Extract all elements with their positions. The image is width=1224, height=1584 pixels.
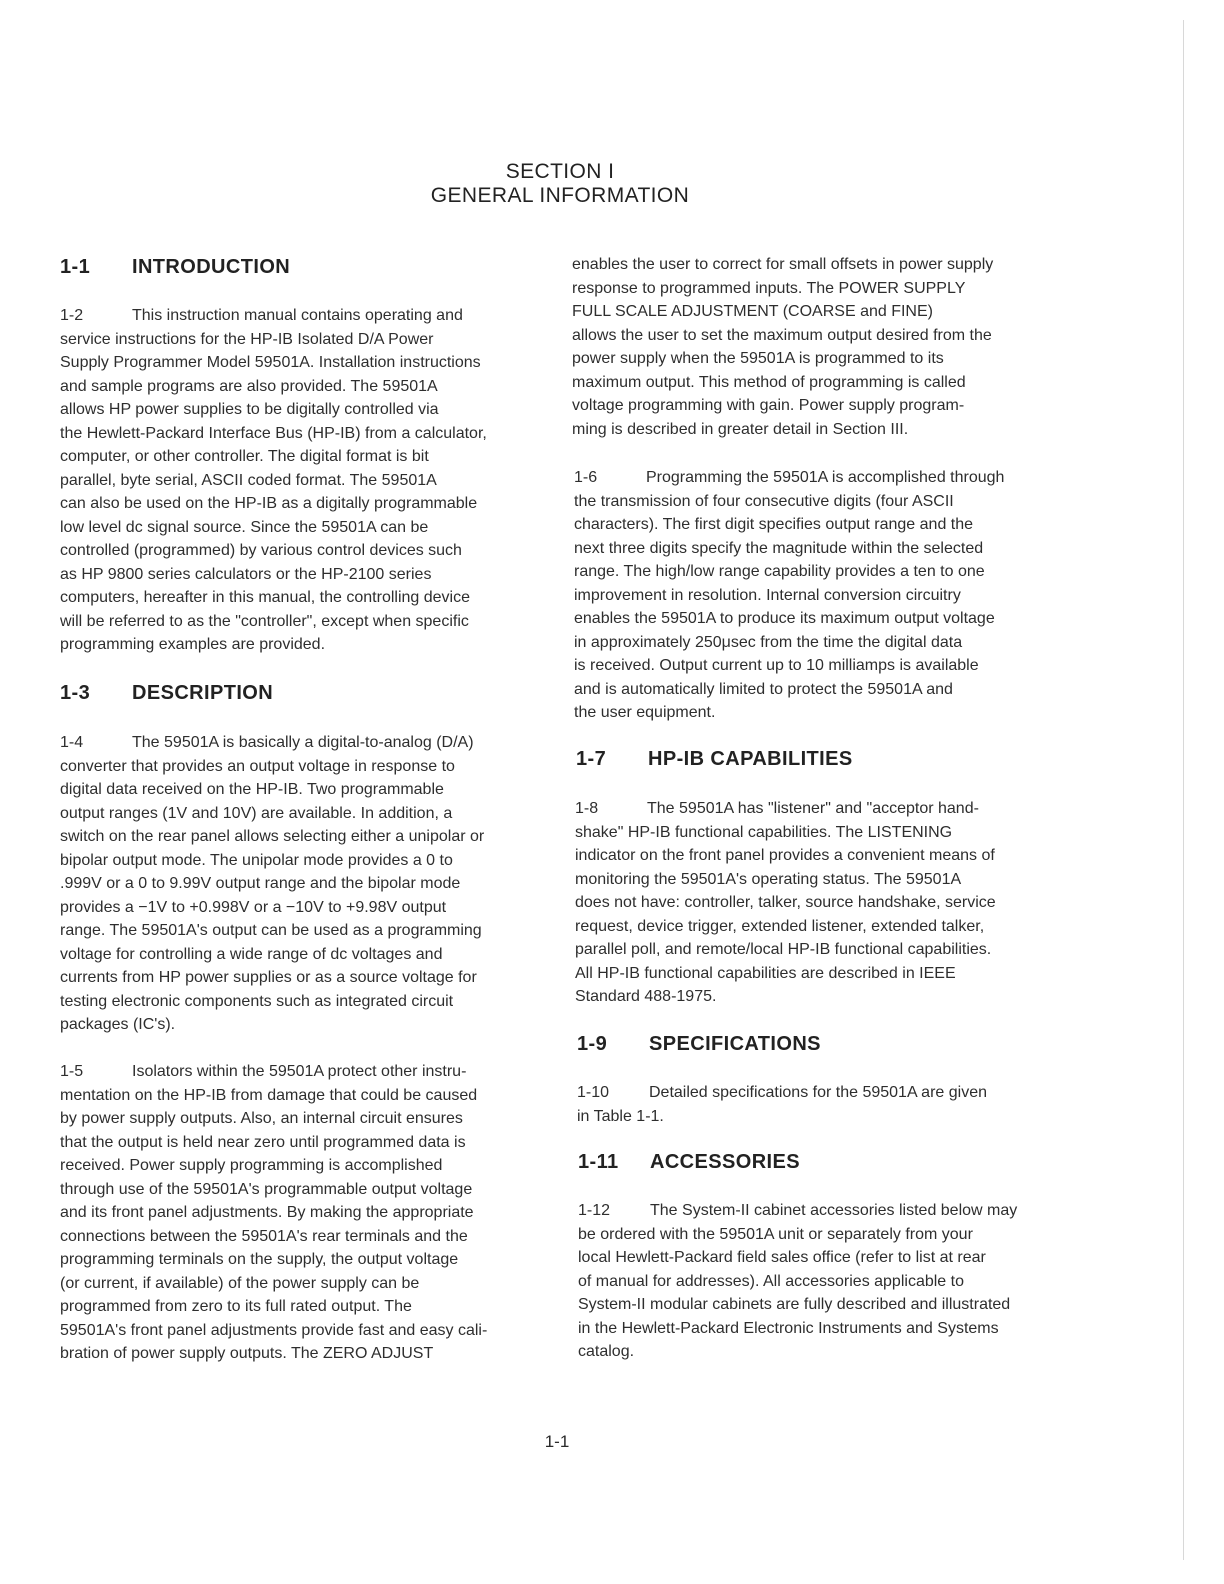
paragraph-1-8 <box>575 797 996 1009</box>
paragraph-text: response to programmed inputs. The POWER SUPPLY <box>572 279 966 297</box>
paragraph-text: allows HP power supplies to be digitally controlled via <box>60 401 439 418</box>
paragraph-text: Standard 488-1975. <box>575 988 717 1005</box>
paragraph-text: ming is described in greater detail in Section III. <box>572 420 909 438</box>
paragraph-text: does not have: controller, talker, source handshake, service <box>575 894 996 911</box>
paragraph-text: maximum output. This method of programming is called <box>572 373 966 391</box>
paragraph-line <box>574 560 1004 584</box>
paragraph-line <box>60 351 487 375</box>
paragraph-line <box>578 1340 1017 1364</box>
paragraph-text: 59501A's front panel adjustments provide fast and easy cali- <box>60 1321 488 1339</box>
paragraph-number: 1-2 <box>60 307 84 324</box>
paragraph-line <box>578 1199 1017 1223</box>
paragraph-text: Programming the 59501A is accomplished through <box>646 469 1005 486</box>
paragraph-line <box>60 1342 487 1366</box>
paragraph-line <box>575 821 996 845</box>
paragraph-text: will be referred to as the "controller", except when specific <box>60 612 469 630</box>
paragraph-text: The System-II cabinet accessories listed below may <box>650 1202 1018 1219</box>
paragraph-text: enables the 59501A to produce its maximum output voltage <box>574 610 995 627</box>
paragraph-text: range. The 59501A's output can be used as a programming <box>60 922 482 939</box>
paragraph-1-2 <box>60 304 487 657</box>
heading-number: 1-11 <box>578 1151 619 1173</box>
paragraph-line <box>60 919 484 943</box>
paragraph-text: and sample programs are also provided. The 59501A <box>60 377 438 395</box>
paragraph-line <box>60 586 487 610</box>
paragraph-line <box>60 398 487 422</box>
heading-text: INTRODUCTION <box>132 256 291 278</box>
paragraph-text: low level dc signal source. Since the 59501A can be <box>60 518 429 536</box>
paragraph-text: the Hewlett-Packard Interface Bus (HP-IB) from a calculator, <box>60 424 487 442</box>
paragraph-number: 1-6 <box>574 469 598 486</box>
paragraph-line <box>60 492 487 516</box>
paragraph-text: mentation on the HP-IB from damage that could be caused <box>60 1086 478 1104</box>
paragraph-text: allows the user to set the maximum output desired from the <box>572 326 992 344</box>
paragraph-text: in Table 1-1. <box>577 1107 664 1125</box>
paragraph-text: programmed from zero to its full rated output. The <box>60 1298 412 1315</box>
paragraph-line <box>572 347 993 371</box>
paragraph-line <box>60 731 484 755</box>
paragraph-1-5-continued <box>572 253 993 441</box>
paragraph-line <box>578 1293 1017 1317</box>
paragraph-line <box>60 1178 487 1202</box>
paragraph-text: (or current, if available) of the power supply can be <box>60 1274 420 1292</box>
paragraph-text: The 59501A has "listener" and "acceptor hand- <box>647 800 979 817</box>
paragraph-line <box>574 678 1004 702</box>
paragraph-text: is received. Output current up to 10 milliamps is available <box>574 657 979 674</box>
paragraph-number: 1-4 <box>60 734 84 751</box>
paragraph-line <box>578 1270 1017 1294</box>
paragraph-text: power supply when the 59501A is programmed to its <box>572 350 944 367</box>
heading-hp-ib-capabilities <box>576 748 853 771</box>
paragraph-line <box>575 985 996 1009</box>
paragraph-text: computer, or other controller. The digital format is bit <box>60 448 429 465</box>
paragraph-text: monitoring the 59501A's operating status. The 59501A <box>575 870 962 888</box>
paragraph-line <box>574 490 1004 514</box>
heading-number: 1-3 <box>60 682 91 704</box>
paragraph-text: FULL SCALE ADJUSTMENT (COARSE and FINE) <box>572 303 933 320</box>
paragraph-line <box>60 896 484 920</box>
paragraph-text: All HP-IB functional capabilities are described in IEEE <box>575 964 956 982</box>
paragraph-text: can also be used on the HP-IB as a digitally programmable <box>60 495 478 512</box>
paragraph-line <box>577 1081 987 1105</box>
paragraph-line <box>572 418 993 442</box>
paragraph-text: Detailed specifications for the 59501A are given <box>649 1084 987 1101</box>
paragraph-line <box>60 539 487 563</box>
paragraph-text: computers, hereafter in this manual, the controlling device <box>60 589 470 606</box>
paragraph-text: by power supply outputs. Also, an internal circuit ensures <box>60 1110 463 1127</box>
paragraph-line <box>572 300 993 324</box>
paragraph-line <box>578 1223 1017 1247</box>
paragraph-text: and is automatically limited to protect the 59501A and <box>574 680 953 698</box>
paragraph-1-4 <box>60 731 484 1037</box>
paragraph-text: catalog. <box>578 1343 635 1360</box>
paragraph-text: The 59501A is basically a digital-to-analog (D/A) <box>132 734 474 751</box>
paragraph-number: 1-8 <box>575 800 599 817</box>
paragraph-line <box>60 375 487 399</box>
heading-number: 1-7 <box>576 748 607 770</box>
paragraph-line <box>60 1201 487 1225</box>
paragraph-text: voltage for controlling a wide range of dc voltages and <box>60 945 443 963</box>
paragraph-line <box>574 631 1004 655</box>
paragraph-text: and its front panel adjustments. By making the appropriate <box>60 1204 474 1221</box>
paragraph-line <box>60 422 487 446</box>
paragraph-line <box>578 1317 1017 1341</box>
paragraph-line <box>578 1246 1017 1270</box>
paragraph-line <box>574 607 1004 631</box>
paragraph-line <box>572 394 993 418</box>
paragraph-text: through use of the 59501A's programmable output voltage <box>60 1180 473 1198</box>
heading-text: HP-IB CAPABILITIES <box>648 748 853 770</box>
paragraph-text: digital data received on the HP-IB. Two programmable <box>60 781 444 798</box>
paragraph-text: improvement in resolution. Internal conversion circuitry <box>574 586 961 604</box>
paragraph-line <box>60 328 487 352</box>
paragraph-line <box>575 915 996 939</box>
paragraph-number: 1-5 <box>60 1063 84 1080</box>
paragraph-text: output ranges (1V and 10V) are available. In addition, a <box>60 804 453 822</box>
paragraph-text: converter that provides an output voltage in response to <box>60 757 455 775</box>
paragraph-line <box>60 778 484 802</box>
heading-number: 1-9 <box>577 1033 608 1055</box>
paragraph-text: request, device trigger, extended listener, extended talker, <box>575 917 985 935</box>
paragraph-line <box>60 1107 487 1131</box>
paragraph-text: local Hewlett-Packard field sales office (refer to list at rear <box>578 1249 986 1266</box>
paragraph-line <box>60 1225 487 1249</box>
paragraph-line <box>574 701 1004 725</box>
section-title <box>300 160 820 208</box>
paragraph-number: 1-10 <box>577 1084 610 1101</box>
paragraph-line <box>60 1319 487 1343</box>
heading-specifications <box>577 1033 821 1056</box>
paragraph-line <box>577 1105 987 1129</box>
paragraph-text: parallel poll, and remote/local HP-IB functional capabilities. <box>575 941 992 958</box>
paragraph-text: service instructions for the HP-IB Isolated D/A Power <box>60 330 434 348</box>
paragraph-line <box>60 445 487 469</box>
paragraph-text: controlled (programmed) by various control devices such <box>60 542 462 559</box>
paragraph-text: the transmission of four consecutive digits (four ASCII <box>574 492 954 510</box>
paragraph-line <box>575 938 996 962</box>
page-number: 1-1 <box>544 1432 570 1451</box>
heading-introduction <box>60 256 290 279</box>
section-name: GENERAL INFORMATION <box>430 184 690 207</box>
paragraph-line <box>575 844 996 868</box>
paragraph-line <box>60 304 487 328</box>
paragraph-text: programming terminals on the supply, the output voltage <box>60 1251 459 1268</box>
paragraph-line <box>60 633 487 657</box>
paragraph-text: range. The high/low range capability provides a ten to one <box>574 563 985 580</box>
paragraph-text: characters). The first digit specifies output range and the <box>574 516 974 533</box>
heading-text: ACCESSORIES <box>650 1151 800 1173</box>
heading-number: 1-1 <box>60 256 91 278</box>
paragraph-line <box>574 466 1004 490</box>
paragraph-line <box>60 966 484 990</box>
paragraph-text: bipolar output mode. The unipolar mode provides a 0 to <box>60 851 453 869</box>
paragraph-line <box>60 943 484 967</box>
paragraph-line <box>574 513 1004 537</box>
paragraph-line <box>572 277 993 301</box>
paragraph-line <box>60 563 487 587</box>
paragraph-1-5 <box>60 1060 487 1366</box>
paragraph-line <box>60 1295 487 1319</box>
paragraph-text: switch on the rear panel allows selecting either a unipolar or <box>60 828 485 845</box>
paragraph-line <box>60 872 484 896</box>
paragraph-text: parallel, byte serial, ASCII coded format. The 59501A <box>60 471 437 489</box>
paragraph-text: enables the user to correct for small offsets in power supply <box>572 256 994 273</box>
paragraph-line <box>60 1013 484 1037</box>
paragraph-line <box>60 1060 487 1084</box>
paragraph-text: in approximately 250μsec from the time the digital data <box>574 633 963 651</box>
paragraph-text: Supply Programmer Model 59501A. Installation instructions <box>60 354 481 371</box>
paragraph-text: the user equipment. <box>574 704 716 721</box>
paragraph-text: received. Power supply programming is accomplished <box>60 1157 443 1174</box>
page-edge-line <box>1183 20 1184 1560</box>
paragraph-line <box>572 371 993 395</box>
paragraph-text: programming examples are provided. <box>60 636 326 653</box>
paragraph-text: System-II modular cabinets are fully described and illustrated <box>578 1296 1011 1313</box>
paragraph-text: packages (IC's). <box>60 1016 176 1033</box>
paragraph-line <box>60 1154 487 1178</box>
paragraph-line <box>60 610 487 634</box>
paragraph-line <box>574 654 1004 678</box>
paragraph-line <box>60 1084 487 1108</box>
heading-text: DESCRIPTION <box>132 682 274 704</box>
paragraph-line <box>575 962 996 986</box>
heading-accessories <box>578 1151 800 1174</box>
paragraph-text: .999V or a 0 to 9.99V output range and the bipolar mode <box>60 875 461 892</box>
paragraph-number: 1-12 <box>578 1202 611 1219</box>
paragraph-line <box>572 324 993 348</box>
paragraph-line <box>60 469 487 493</box>
paragraph-line <box>572 253 993 277</box>
heading-text: SPECIFICATIONS <box>649 1033 821 1055</box>
paragraph-line <box>60 1272 487 1296</box>
paragraph-text: shake" HP-IB functional capabilities. The LISTENING <box>575 823 953 841</box>
paragraph-line <box>575 891 996 915</box>
paragraph-line <box>60 516 487 540</box>
paragraph-line <box>60 825 484 849</box>
paragraph-text: be ordered with the 59501A unit or separately from your <box>578 1225 973 1243</box>
heading-description <box>60 682 273 705</box>
paragraph-text: bration of power supply outputs. The ZERO ADJUST <box>60 1345 434 1362</box>
paragraph-text: next three digits specify the magnitude within the selected <box>574 539 984 557</box>
paragraph-line <box>574 537 1004 561</box>
paragraph-text: in the Hewlett-Packard Electronic Instruments and Systems <box>578 1319 999 1337</box>
paragraph-text: Isolators within the 59501A protect other instru- <box>132 1063 467 1080</box>
paragraph-text: that the output is held near zero until programmed data is <box>60 1133 466 1151</box>
paragraph-text: as HP 9800 series calculators or the HP-2100 series <box>60 565 432 583</box>
paragraph-text: indicator on the front panel provides a convenient means of <box>575 847 995 864</box>
paragraph-1-12 <box>578 1199 1017 1364</box>
paragraph-text: of manual for addresses). All accessories applicable to <box>578 1272 964 1290</box>
paragraph-line <box>60 990 484 1014</box>
paragraph-line <box>574 584 1004 608</box>
paragraph-text: connections between the 59501A's rear terminals and the <box>60 1227 468 1245</box>
paragraph-line <box>575 797 996 821</box>
paragraph-1-10 <box>577 1081 987 1128</box>
section-number: SECTION I <box>505 160 615 183</box>
paragraph-text: provides a −1V to +0.998V or a −10V to +9.98V output <box>60 898 447 916</box>
paragraph-line <box>60 755 484 779</box>
paragraph-line <box>60 802 484 826</box>
paragraph-text: currents from HP power supplies or as a source voltage for <box>60 969 477 986</box>
paragraph-text: This instruction manual contains operating and <box>132 307 463 324</box>
paragraph-line <box>60 849 484 873</box>
paragraph-text: testing electronic components such as integrated circuit <box>60 992 454 1010</box>
paragraph-line <box>575 868 996 892</box>
paragraph-text: voltage programming with gain. Power supply program- <box>572 397 965 414</box>
paragraph-line <box>60 1248 487 1272</box>
paragraph-1-6 <box>574 466 1004 725</box>
paragraph-line <box>60 1131 487 1155</box>
